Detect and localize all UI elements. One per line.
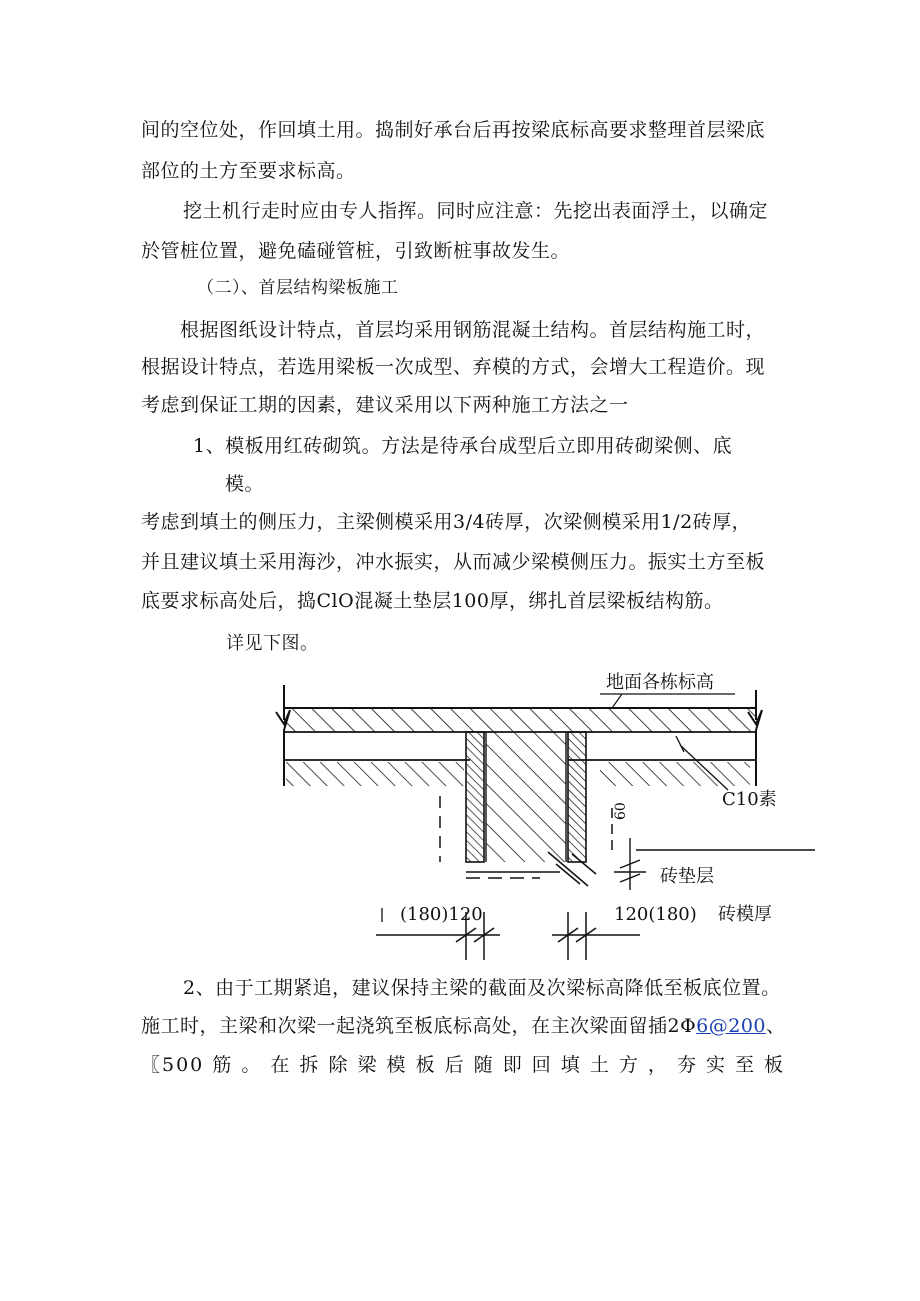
section-heading: （二）、首层结构梁板施工: [197, 278, 399, 298]
para-2-line-2: 於管桩位置，避免磕碰管桩，引致断桩事故发生。: [141, 240, 571, 262]
label-c10: C10素: [722, 789, 777, 810]
label-brick-cushion: 砖垫层: [660, 866, 714, 887]
right-break-mark: [748, 690, 762, 786]
ground-label-tick: [612, 694, 622, 708]
label-left-dimension: (180)120: [400, 904, 483, 925]
label-brick-thickness: 砖模厚: [718, 904, 772, 925]
brick-side-wall-right: [568, 732, 586, 862]
para-1-line-2: 部位的土方至要求标高。: [141, 160, 356, 182]
brick-side-wall-left: [466, 732, 484, 862]
label-right-dimension: 120(180): [614, 904, 697, 925]
para-1-line-1: 间的空位处，作回填土用。捣制好承台后再按梁底标高要求整理首层梁底: [141, 119, 766, 141]
para-3-line-2: 根据设计特点，若选用梁板一次成型、弃模的方式，会增大工程造价。现: [141, 356, 766, 378]
dimension-60: [614, 838, 646, 890]
item-2-line-2-text: 施工时，主梁和次梁一起浇筑至板底标高处，在主次梁面留插2Φ: [141, 1015, 697, 1037]
para-3-line-1: 根据图纸设计特点，首层均采用钢筋混凝土结构。首层结构施工时，: [180, 319, 766, 341]
item-2-line-2: [141, 1014, 786, 1038]
label-60: 60: [613, 802, 629, 820]
item-1-line-2: 模。: [225, 473, 265, 495]
item-1-line-1: 1、模板用红砖砌筑。方法是待承台成型后立即用砖砌梁侧、底: [193, 435, 733, 457]
floor-slab: [284, 708, 756, 732]
construction-section-diagram: [260, 630, 840, 960]
see-figure-caption: 详见下图。: [226, 633, 319, 654]
label-ground-elevation: 地面各栋标高: [606, 672, 714, 693]
c10-label-tick: [676, 736, 684, 752]
para-2-line-1: 挖土机行走时应由专人指挥。同时应注意：先挖出表面浮土，以确定: [183, 200, 769, 222]
item-2-line-3: 〖500 筋 。 在 拆 除 梁 模 板 后 随 即 回 填 土 方 ， 夯 实 至 板: [141, 1054, 786, 1076]
para-4-line-2: 并且建议填土采用海沙，冲水振实，从而减少梁模侧压力。振实土方至板: [141, 551, 766, 573]
beam-body: [486, 732, 566, 862]
para-4-line-3: 底要求标高处后，捣ClO混凝土垫层100厚，绑扎首层梁板结构筋。: [141, 590, 724, 612]
para-3-line-3: 考虑到保证工期的因素，建议采用以下两种施工方法之一: [141, 394, 629, 416]
item-2-line-2-suffix: 、: [766, 1015, 786, 1037]
para-4-line-1: 考虑到填土的侧压力，主梁侧模采用3/4砖厚，次梁侧模采用1/2砖厚，: [141, 511, 752, 533]
rebar-spacing-link[interactable]: 6@200: [696, 1015, 767, 1037]
item-2-line-1: 2、由于工期紧追，建议保持主梁的截面及次梁标高降低至板底位置。: [183, 977, 781, 999]
